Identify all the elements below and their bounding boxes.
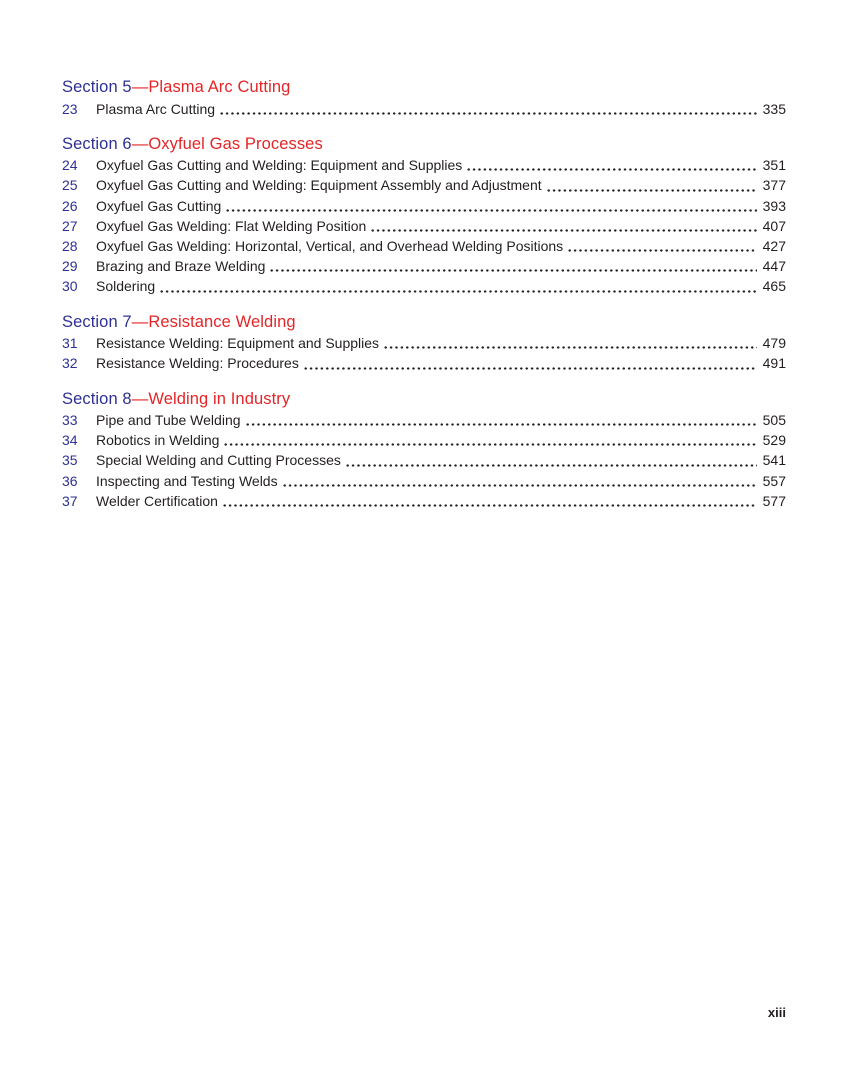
section-label: Section 5 <box>62 78 132 96</box>
chapter-number: 28 <box>62 238 78 255</box>
chapter-number: 27 <box>62 217 78 234</box>
dot-leader <box>466 155 757 175</box>
dot-leader <box>546 175 757 195</box>
dot-leader <box>159 276 757 296</box>
page-number: 447 <box>762 258 786 275</box>
chapter-number: 25 <box>62 177 78 194</box>
toc-entry <box>62 333 786 353</box>
section-heading-8 <box>62 389 786 411</box>
chapter-title: Soldering <box>96 278 156 295</box>
chapter-number: 37 <box>62 492 78 509</box>
toc-entry <box>62 450 786 470</box>
page-number: 465 <box>762 278 786 295</box>
chapter-number: 24 <box>62 157 78 174</box>
chapter-title: Oxyfuel Gas Cutting and Welding: Equipment and Supplies <box>96 157 463 174</box>
chapter-number: 33 <box>62 412 78 429</box>
section-label: Section 7 <box>62 312 132 331</box>
toc-entry <box>62 196 786 216</box>
section-separator: — <box>131 134 149 153</box>
section-title: Welding in Industry <box>148 389 291 408</box>
chapter-title: Welder Certification <box>96 492 218 509</box>
page-number: 407 <box>762 217 786 234</box>
page-number: 491 <box>762 355 786 372</box>
section-title: Resistance Welding <box>148 312 296 331</box>
dot-leader <box>245 410 757 430</box>
toc-entry <box>62 216 786 236</box>
page-number: 541 <box>762 452 786 469</box>
chapter-number: 30 <box>62 278 78 295</box>
page-number: 577 <box>762 492 786 509</box>
section-title: Oxyfuel Gas Processes <box>148 134 323 153</box>
dot-leader <box>383 333 757 353</box>
toc-entry <box>62 175 786 195</box>
chapter-title: Robotics in Welding <box>96 432 220 449</box>
toc-entry <box>62 491 786 511</box>
dot-leader <box>269 256 757 276</box>
toc-entry <box>62 99 786 119</box>
chapter-number: 29 <box>62 258 78 275</box>
toc-entry <box>62 410 786 430</box>
section-separator: — <box>131 389 149 408</box>
chapter-title: Oxyfuel Gas Cutting <box>96 197 222 214</box>
toc-entry <box>62 256 786 276</box>
page-number: 479 <box>762 335 786 352</box>
dot-leader <box>225 196 757 216</box>
section-heading-6 <box>62 134 786 156</box>
chapter-title: Resistance Welding: Procedures <box>96 355 299 372</box>
chapter-title: Oxyfuel Gas Cutting and Welding: Equipment Assembly and Adjustment <box>96 177 542 194</box>
toc-entry <box>62 276 786 296</box>
dot-leader <box>219 99 757 119</box>
toc-entry <box>62 471 786 491</box>
chapter-title: Brazing and Braze Welding <box>96 258 266 275</box>
dot-leader <box>282 471 757 491</box>
section-label: Section 6 <box>62 134 132 153</box>
chapter-title: Oxyfuel Gas Welding: Horizontal, Vertical, and Overhead Welding Positions <box>96 238 564 255</box>
page-number: 557 <box>762 472 786 489</box>
chapter-number: 31 <box>62 335 78 352</box>
page-number: 377 <box>762 177 786 194</box>
section-separator: — <box>131 312 149 331</box>
folio-page-number: xiii <box>767 1005 786 1020</box>
dot-leader <box>223 430 757 450</box>
section-heading-5 <box>62 77 786 99</box>
section-label: Section 8 <box>62 389 132 408</box>
page-number: 351 <box>762 157 786 174</box>
page-number: 529 <box>762 432 786 449</box>
page-number: 393 <box>762 197 786 214</box>
toc-entry <box>62 236 786 256</box>
dot-leader <box>345 450 757 470</box>
chapter-number: 36 <box>62 472 78 489</box>
chapter-title: Pipe and Tube Welding <box>96 412 241 429</box>
chapter-title: Plasma Arc Cutting <box>96 100 216 117</box>
dot-leader <box>303 353 757 373</box>
dot-leader <box>370 216 757 236</box>
chapter-title: Special Welding and Cutting Processes <box>96 452 341 469</box>
chapter-number: 35 <box>62 452 78 469</box>
dot-leader <box>222 491 757 511</box>
toc-entry <box>62 353 786 373</box>
page-number: 335 <box>762 100 786 117</box>
section-separator: — <box>131 78 149 96</box>
chapter-title: Resistance Welding: Equipment and Supplies <box>96 335 380 352</box>
page-number: 427 <box>762 238 786 255</box>
page-number: 505 <box>762 412 786 429</box>
section-title: Plasma Arc Cutting <box>148 78 291 96</box>
chapter-number: 34 <box>62 432 78 449</box>
toc-content <box>62 77 786 511</box>
chapter-title: Oxyfuel Gas Welding: Flat Welding Position <box>96 217 367 234</box>
chapter-number: 23 <box>62 100 78 117</box>
chapter-number: 32 <box>62 355 78 372</box>
section-heading-7 <box>62 312 786 334</box>
chapter-title: Inspecting and Testing Welds <box>96 472 278 489</box>
toc-entry <box>62 430 786 450</box>
toc-entry <box>62 155 786 175</box>
dot-leader <box>567 236 757 256</box>
chapter-number: 26 <box>62 197 78 214</box>
